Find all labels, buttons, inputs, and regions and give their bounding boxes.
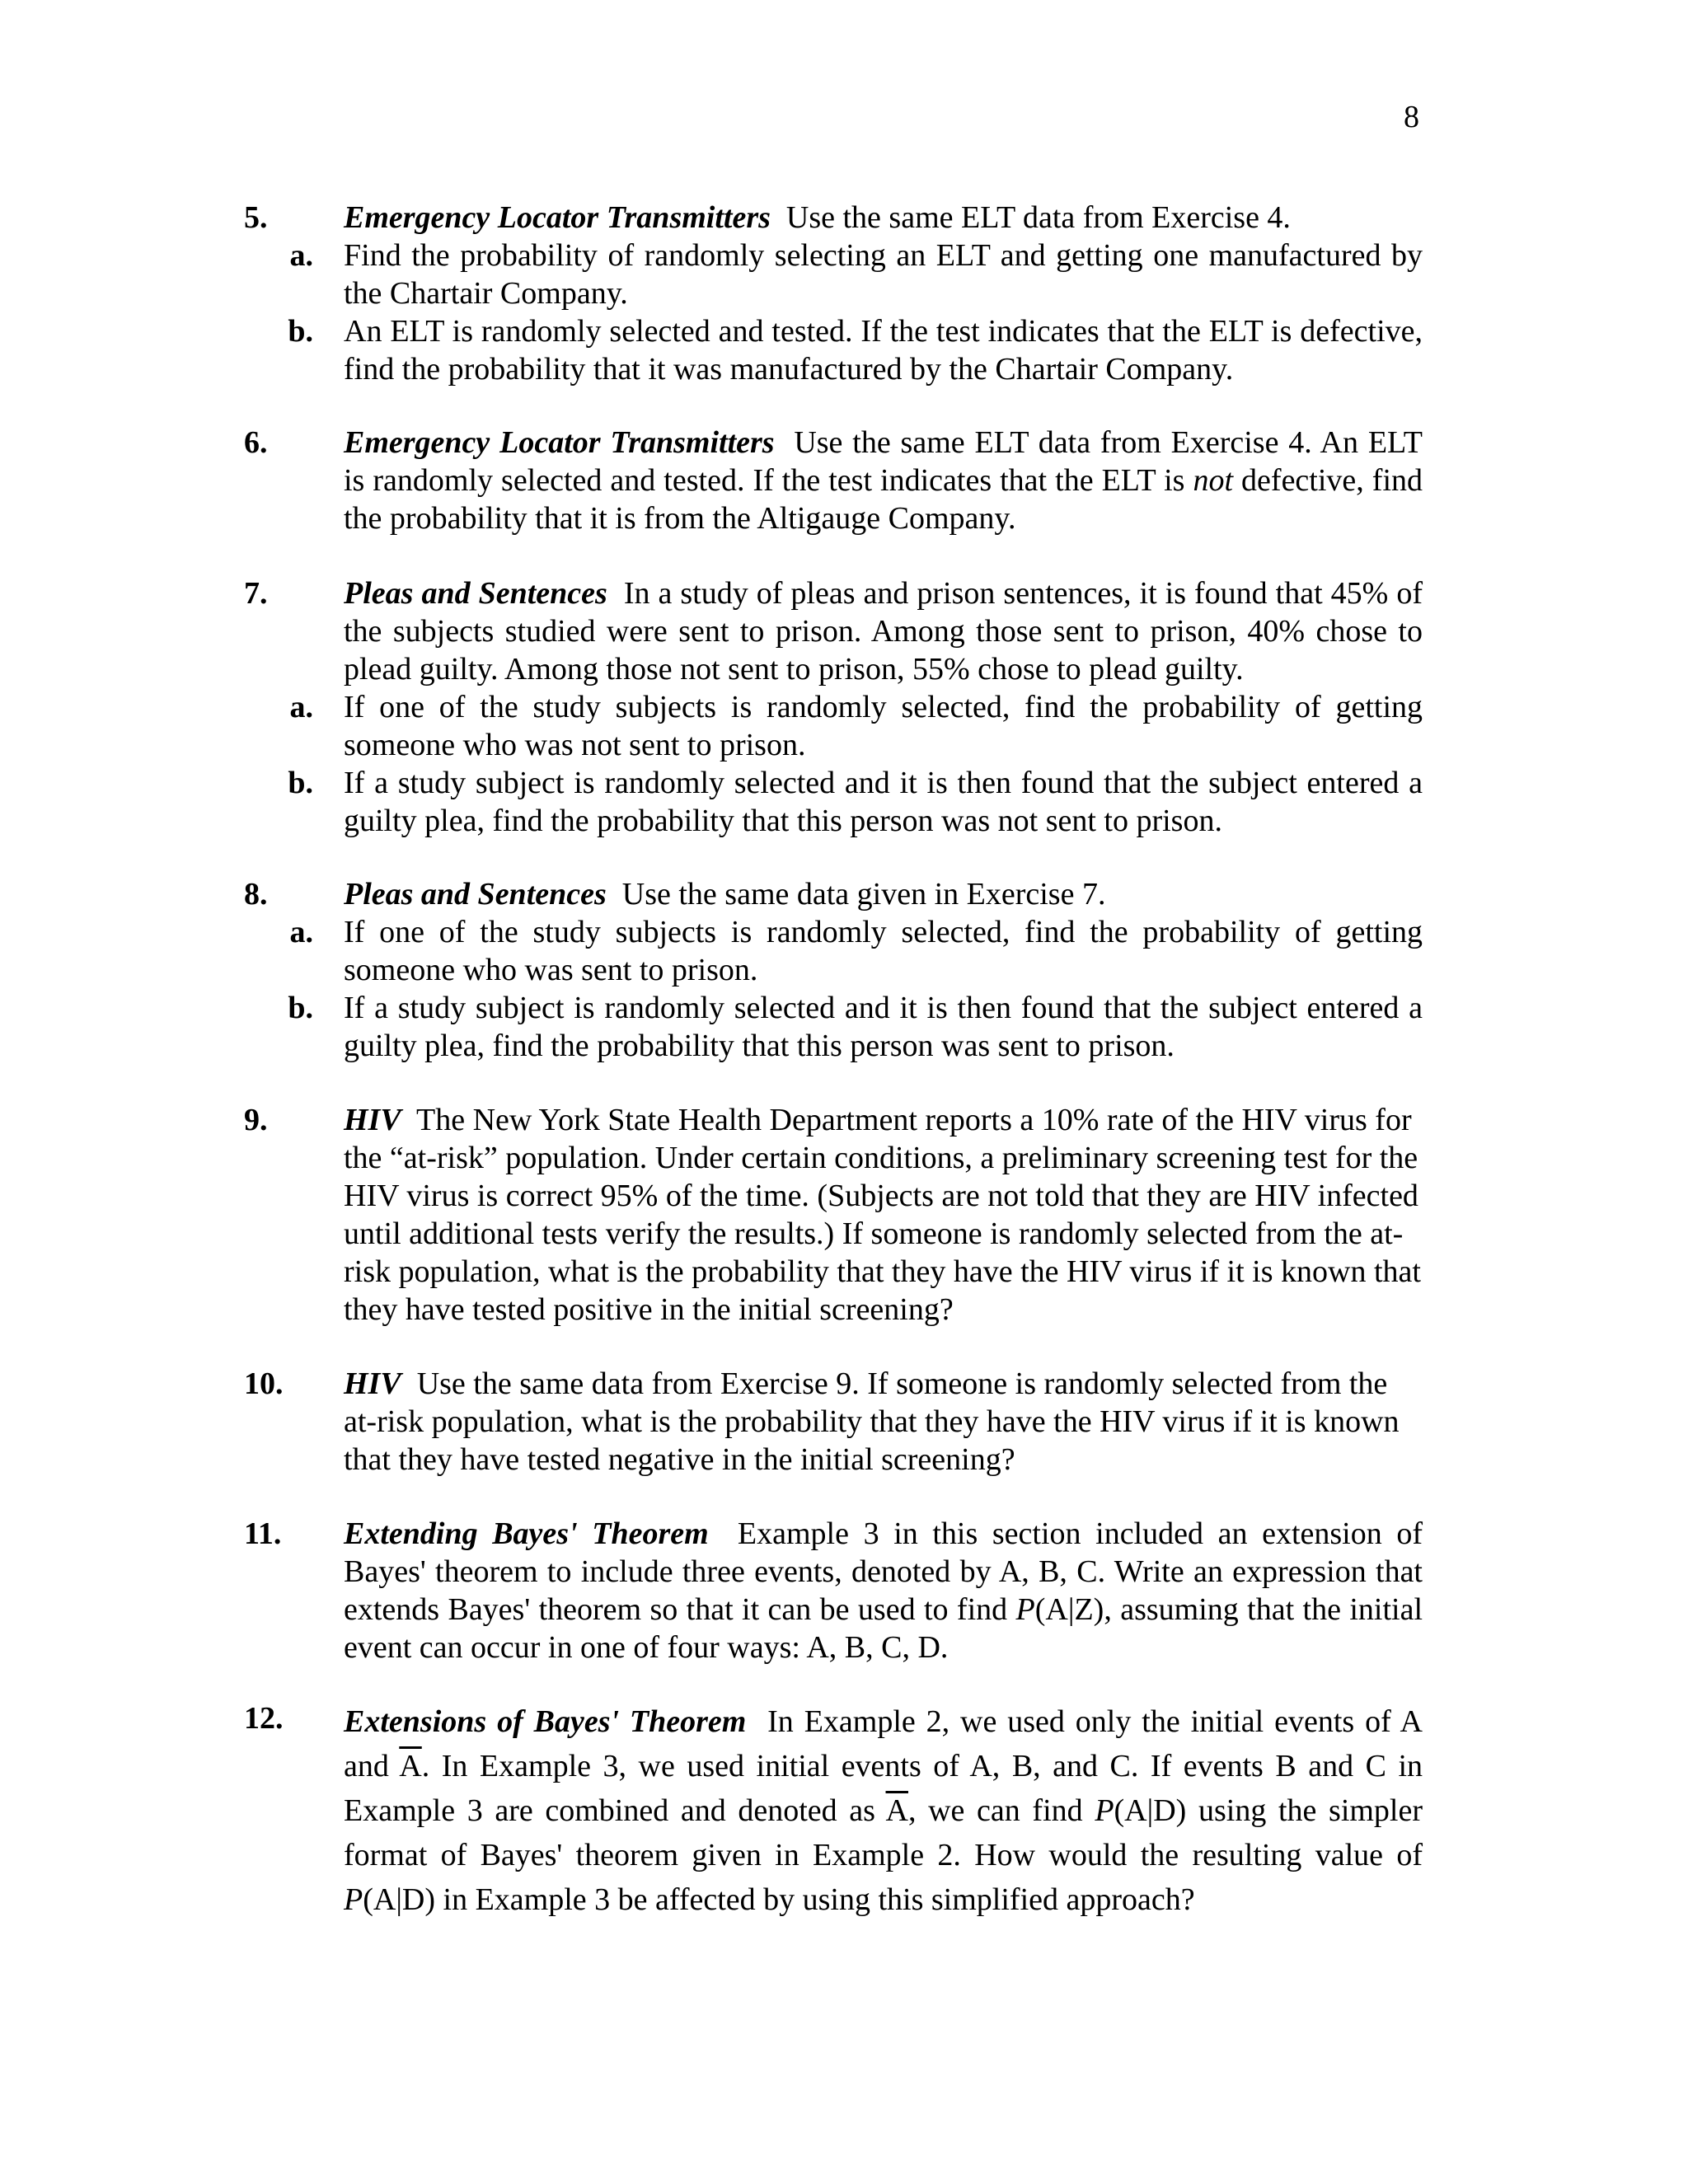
exercise-intro: In a study of pleas and prison sentences, it is found that 45% of the subjects studied were sent to prison. Among those sent to prison, 40% chose to plead guilty. Among those not sent to prison, 55% chose to plead guilty. — [344, 576, 1423, 687]
part-label: b. — [288, 991, 313, 1025]
part-b — [288, 764, 1423, 840]
exercise-title: Extensions of Bayes' Theorem — [344, 1704, 747, 1739]
exercise-8 — [244, 875, 1423, 1065]
part-a — [289, 237, 1423, 312]
part-text: Find the probability of randomly selecting an ELT and getting one manufactured by the Chartair Company. — [344, 238, 1423, 311]
exercise-title: Emergency Locator Transmitters — [344, 200, 771, 235]
exercise-title: Pleas and Sentences — [344, 877, 607, 912]
emphasis-text: not — [1193, 463, 1234, 498]
part-label: b. — [288, 314, 313, 349]
exercise-number: 6. — [244, 425, 268, 460]
exercise-intro: Use the same data given in Exercise 7. — [621, 877, 1106, 912]
exercise-number: 5. — [244, 200, 268, 235]
exercise-title: Emergency Locator Transmitters — [344, 425, 775, 460]
exercise-number: 7. — [244, 576, 268, 611]
part-label: b. — [288, 766, 313, 800]
exercise-text: Example 3 in this section included an extension of Bayes' theorem to include three events, denoted by A, B, C. Write an expression that extends Bayes' theorem so that it can be used to find — [344, 1516, 1423, 1627]
probability-symbol: P — [344, 1882, 363, 1917]
exercise-text: In Example 2, we used only the initial events of A and — [344, 1704, 1423, 1783]
exercise-text: The New York State Health Department reports a 10% rate of the HIV virus for the “at-risk” population. Under certain conditions, a preliminary screening test for the HIV virus is correct 95% of the time. (Subjects are not told that they are HIV infected until additional tests verify the results.) If someone is randomly selected from the at-risk population, what is the probability that they have the HIV virus if it is known that they have tested positive in the initial screening? — [344, 1103, 1421, 1327]
part-label: a. — [289, 238, 313, 273]
exercise-title: HIV — [344, 1366, 401, 1401]
exercise-text: , we can find — [907, 1793, 1083, 1828]
exercise-5 — [244, 199, 1423, 388]
exercise-text: Use the same ELT data from Exercise 4. An ELT is randomly selected and tested. If the test indicates that the ELT is — [344, 425, 1423, 498]
exercise-title: Extending Bayes' Theorem — [344, 1516, 709, 1551]
part-label: a. — [289, 915, 313, 949]
exercise-text: defective, find the probability that it is from the Altigauge Company. — [344, 463, 1423, 536]
exercise-title: HIV — [344, 1103, 401, 1137]
exercise-text: (A|D) using the simpler format of Bayes' theorem given in Example 2. How would the resulting value of — [344, 1793, 1423, 1872]
part-a — [289, 913, 1423, 989]
part-b — [288, 312, 1423, 388]
exercise-6 — [244, 424, 1423, 537]
page-number: 8 — [1404, 100, 1419, 134]
part-text: If a study subject is randomly selected and it is then found that the subject entered a guilty plea, find the probability that this person was sent to prison. — [344, 991, 1423, 1063]
exercise-number: 12. — [244, 1701, 284, 1736]
exercise-7 — [244, 574, 1423, 840]
exercise-text: (A|Z), assuming that the initial event can occur in one of four ways: A, B, C, D. — [344, 1592, 1423, 1665]
part-b — [288, 989, 1423, 1065]
exercise-number: 9. — [244, 1103, 268, 1137]
part-text: If a study subject is randomly selected and it is then found that the subject entered a guilty plea, find the probability that this person was not sent to prison. — [344, 766, 1423, 838]
probability-symbol: P — [1015, 1592, 1035, 1627]
part-text: If one of the study subjects is randomly selected, find the probability of getting someone who was not sent to prison. — [344, 690, 1423, 762]
exercise-12 — [244, 1699, 1423, 1922]
complement-a: $\overline{A}$ — [399, 1749, 422, 1783]
part-a — [289, 688, 1423, 764]
exercise-number: 8. — [244, 877, 268, 912]
exercise-number: 10. — [244, 1366, 284, 1401]
exercise-text: . In Example 3, we used initial events of A, B, and C. If events B and C in Example 3 are combined and denoted as — [344, 1749, 1423, 1828]
part-text: If one of the study subjects is randomly selected, find the probability of getting someone who was sent to prison. — [344, 915, 1423, 987]
exercise-text: (A|D) in Example 3 be affected by using this simplified approach? — [363, 1882, 1195, 1917]
part-text: An ELT is randomly selected and tested. If the test indicates that the ELT is defective, find the probability that it was manufactured by the Chartair Company. — [344, 314, 1423, 387]
exercise-9 — [244, 1101, 1423, 1329]
complement-a: $\overline{A}$ — [885, 1793, 908, 1828]
exercise-11 — [244, 1515, 1423, 1666]
exercise-intro: Use the same ELT data from Exercise 4. — [785, 200, 1291, 235]
exercise-10 — [244, 1365, 1423, 1479]
exercise-title: Pleas and Sentences — [344, 576, 607, 611]
probability-symbol: P — [1095, 1793, 1114, 1828]
exercise-text: Use the same data from Exercise 9. If someone is randomly selected from the at-risk population, what is the probability that they have the HIV virus if it is known that they have tested negative in the initial screening? — [344, 1366, 1400, 1477]
part-label: a. — [289, 690, 313, 724]
exercise-number: 11. — [244, 1516, 282, 1551]
